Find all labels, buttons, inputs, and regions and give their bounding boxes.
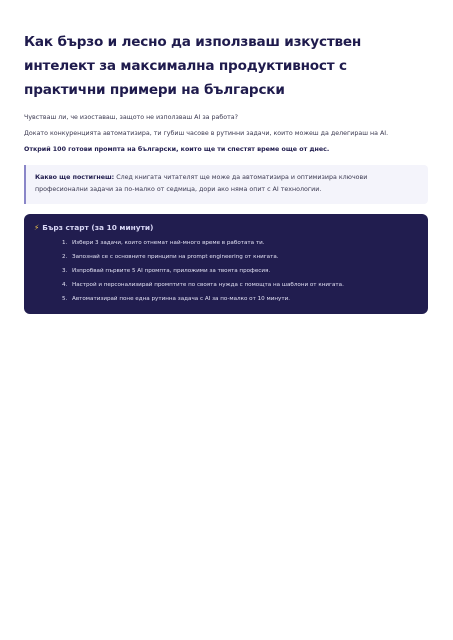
- step-text: Запознай се с основните принципи на prompt engineering от книгата.: [72, 254, 279, 260]
- step-number: 3.: [62, 268, 68, 274]
- page-title: Как бързо и лесно да използваш изкуствен интелект за максимална продуктивност с практични примери на български: [24, 34, 362, 98]
- quick-start-steps: [34, 239, 418, 303]
- goal-text: След книгата читателят ще може да автоматизира и оптимизира ключови професионални задачи за по-малко от седмица, дори ако няма опит с AI технологии.: [35, 174, 368, 193]
- list-item: [62, 267, 418, 275]
- goal-label: Какво ще постигнеш:: [35, 174, 115, 181]
- quick-start-heading: [34, 223, 418, 233]
- quick-start-box: [24, 214, 428, 314]
- intro-problem: Докато конкуренцията автоматизира, ти губиш часове в рутинни задачи, които можеш да делегираш на AI.: [24, 130, 389, 137]
- step-text: Избери 3 задачи, които отнемат най-много време в работата ти.: [72, 240, 265, 246]
- step-text: Изпробвай първите 5 AI промпта, приложими за твоята професия.: [72, 268, 271, 274]
- step-text: Автоматизирай поне една рутинна задача с AI за по-малко от 10 минути.: [72, 296, 290, 302]
- list-item: [62, 253, 418, 261]
- list-item: [62, 295, 418, 303]
- lightning-icon: ⚡: [34, 223, 40, 232]
- list-item: [62, 239, 418, 247]
- step-text: Настрой и персонализирай промптите по своята нужда с помощта на шаблони от книгата.: [72, 282, 344, 288]
- intro-offer: Открий 100 готови промпта на български, които ще ти спестят време още от днес.: [24, 146, 330, 153]
- quick-start-title: Бърз старт (за 10 минути): [42, 223, 154, 232]
- step-number: 1.: [62, 240, 68, 246]
- goal-callout: [24, 165, 428, 204]
- list-item: [62, 281, 418, 289]
- intro-question: Чувстваш ли, че изоставаш, защото не използваш AI за работа?: [24, 114, 239, 121]
- step-number: 2.: [62, 254, 68, 260]
- step-number: 4.: [62, 282, 68, 288]
- document-page: [24, 30, 428, 314]
- step-number: 5.: [62, 296, 68, 302]
